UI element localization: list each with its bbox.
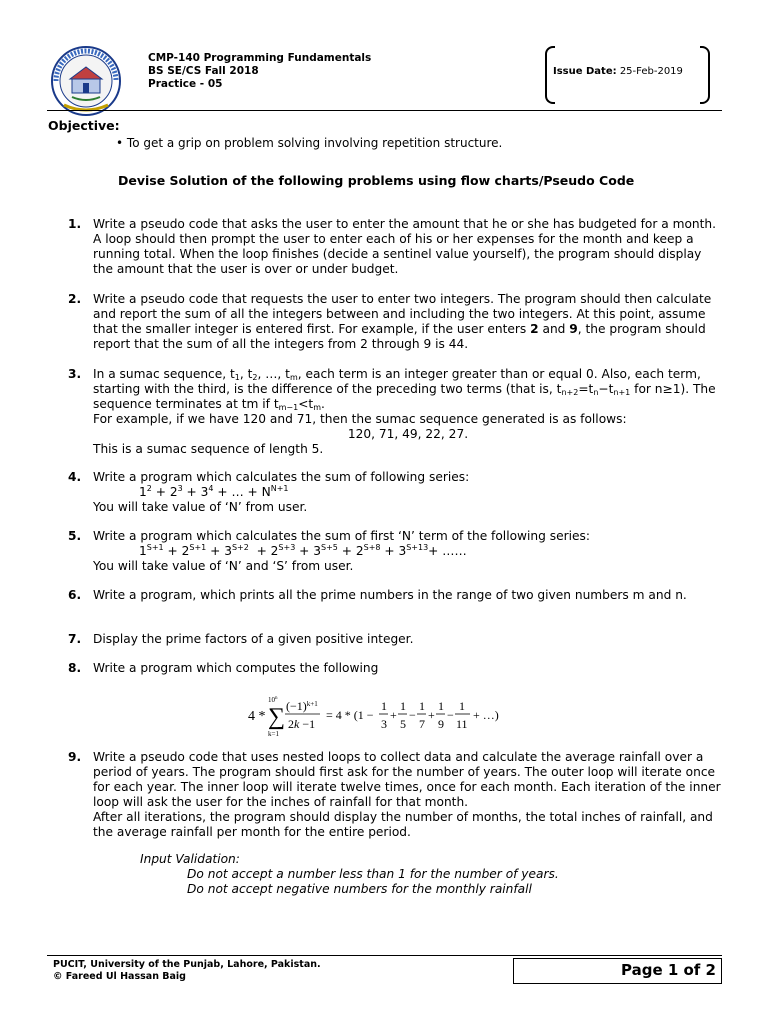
question-number: 5.: [68, 529, 82, 543]
svg-text:= 4 * (1 −: = 4 * (1 −: [326, 708, 374, 722]
question-number: 3.: [68, 367, 82, 381]
question-3: 3. In a sumac sequence, $t_1$, $t_2$, …, $t_m$, each term is an integer greater than or equal 0. Also, each term, starting with the third, is the difference of the preceding two terms (that is, $t_{n+2}=t_n-t_{n+1}$ for n≥1). The sequence terminates at tm if $t_{m-1}<t_m$. For example, if we have 120 and 71, then the sumac sequence generated is as follows: 120, 71, 49, 22, 27. This is a sumac sequence of length 5.: [68, 367, 723, 457]
svg-text:11: 11: [456, 717, 468, 731]
question-number: 7.: [68, 632, 82, 646]
footer-credits: [53, 959, 321, 983]
page-number: Page 1 of 2: [621, 961, 716, 979]
question-6: 6. Write a program, which prints all the prime numbers in the range of two given numbers m and n.: [68, 588, 687, 602]
question-number: 4.: [68, 470, 82, 484]
footer-university: PUCIT, University of the Punjab, Lahore, Pakistan.: [53, 959, 321, 970]
svg-text:+: +: [428, 708, 435, 722]
question-number: 9.: [68, 750, 82, 764]
svg-text:+ …): + …): [473, 708, 499, 722]
program-name: BS SE/CS Fall 2018: [148, 65, 259, 77]
svg-text:4 *: 4 *: [248, 709, 266, 724]
footer-divider: [47, 955, 722, 956]
svg-text:∑: ∑: [268, 704, 286, 730]
input-validation-title: Input Validation:: [140, 852, 240, 866]
svg-text:5: 5: [400, 717, 406, 731]
svg-text:1: 1: [459, 699, 465, 713]
series-formula: $1^2 + 2^3 + 3^4$ + … + $N^{N+1}$: [139, 484, 289, 499]
objective-bullet: • To get a grip on problem solving involving repetition structure.: [116, 136, 503, 150]
issue-date-box: [545, 46, 710, 102]
question-4: 4. Write a program which calculates the sum of following series: $1^2 + 2^3 + 3^4$ + … + $N^{N+1}$ You will take value of ‘N’ from user.: [68, 470, 723, 515]
svg-text:1: 1: [381, 699, 387, 713]
svg-text:1: 1: [438, 699, 444, 713]
page-number-box: [513, 958, 722, 984]
svg-text:7: 7: [419, 717, 425, 731]
validation-rule: Do not accept negative numbers for the monthly rainfall: [187, 882, 532, 896]
question-number: 1.: [68, 217, 82, 231]
university-logo: [50, 45, 122, 117]
issue-date: 25-Feb-2019: [619, 66, 683, 77]
svg-text:(−1)k+1: $(-1)^{k+1}$: [286, 699, 318, 713]
instructions-heading: Devise Solution of the following problems using flow charts/Pseudo Code: [118, 173, 635, 188]
svg-text:+: +: [390, 708, 397, 722]
question-9: 9. Write a pseudo code that uses nested loops to collect data and calculate the average rainfall over a period of years. The program should first ask for the number of years. The outer loop will iterate once for each year. The inner loop will iterate twelve times, once for each month. Each iteration of the inner loop will ask the user for the inches of rainfall for that month. After all iterations, the program should display the number of months, the total inches of rainfall, and the average rainfall per month for the entire period.: [68, 750, 721, 839]
svg-text:1: 1: [400, 699, 406, 713]
question-1: 1. Write a pseudo code that asks the user to enter the amount that he or she has budgeted for a month. A loop should then prompt the user to enter each of his or her expenses for the month and keep a running total. When the loop finishes (decide a sentinel value yourself), the program should display the amount that the user is over or under budget.: [68, 217, 717, 276]
footer-author: © Fareed Ul Hassan Baig: [53, 971, 186, 982]
question-number: 6.: [68, 588, 82, 602]
question-number: 2.: [68, 292, 82, 306]
question-7: 7. Display the prime factors of a given positive integer.: [68, 632, 414, 646]
question-8: 8. Write a program which computes the following: [68, 661, 379, 675]
validation-rule: Do not accept a number less than 1 for the number of years.: [187, 867, 559, 881]
input-validation: [140, 852, 559, 897]
question-5: 5. Write a program which calculates the sum of first ‘N’ term of the following series: $1^{S+1} + 2^{S+1} + 3^{S+2} + 2^{S+3} + 3^{S+5} + 2^{S+8} + 3^{S+13}+$ …… You will take value of ‘N’ and ‘S’ from user.: [68, 529, 723, 574]
question-number: 8.: [68, 661, 82, 675]
svg-text:10n: 10$^n$: [268, 696, 278, 704]
header-divider: [47, 110, 722, 111]
question-2: 2. Write a pseudo code that requests the user to enter two integers. The program should then calculate and report the sum of all the integers between and including the two integers. At this point, assume that the smaller integer is entered first. For example, if the user enters 2 and 9, the program should report that the sum of all the integers from 2 through 9 is 44.: [68, 292, 712, 351]
svg-text:−: −: [409, 708, 416, 722]
course-title: CMP-140 Programming Fundamentals: [148, 52, 372, 64]
sumac-sequence: 120, 71, 49, 22, 27.: [347, 427, 469, 441]
series-formula: $1^{S+1} + 2^{S+1} + 3^{S+2} + 2^{S+3} + 3^{S+5} + 2^{S+8} + 3^{S+13}+$ ……: [139, 543, 467, 558]
objective-label: Objective:: [48, 118, 120, 133]
issue-date-label: Issue Date:: [553, 66, 617, 77]
series-formula-image: [240, 690, 540, 740]
course-header: [148, 52, 371, 91]
svg-text:2k −1: 2k −1: [288, 717, 316, 731]
svg-text:k=1: k=1: [268, 730, 279, 738]
practice-number: Practice - 05: [148, 78, 223, 90]
svg-text:1: 1: [419, 699, 425, 713]
svg-text:9: 9: [438, 717, 444, 731]
svg-text:−: −: [447, 708, 454, 722]
svg-text:3: 3: [381, 717, 387, 731]
